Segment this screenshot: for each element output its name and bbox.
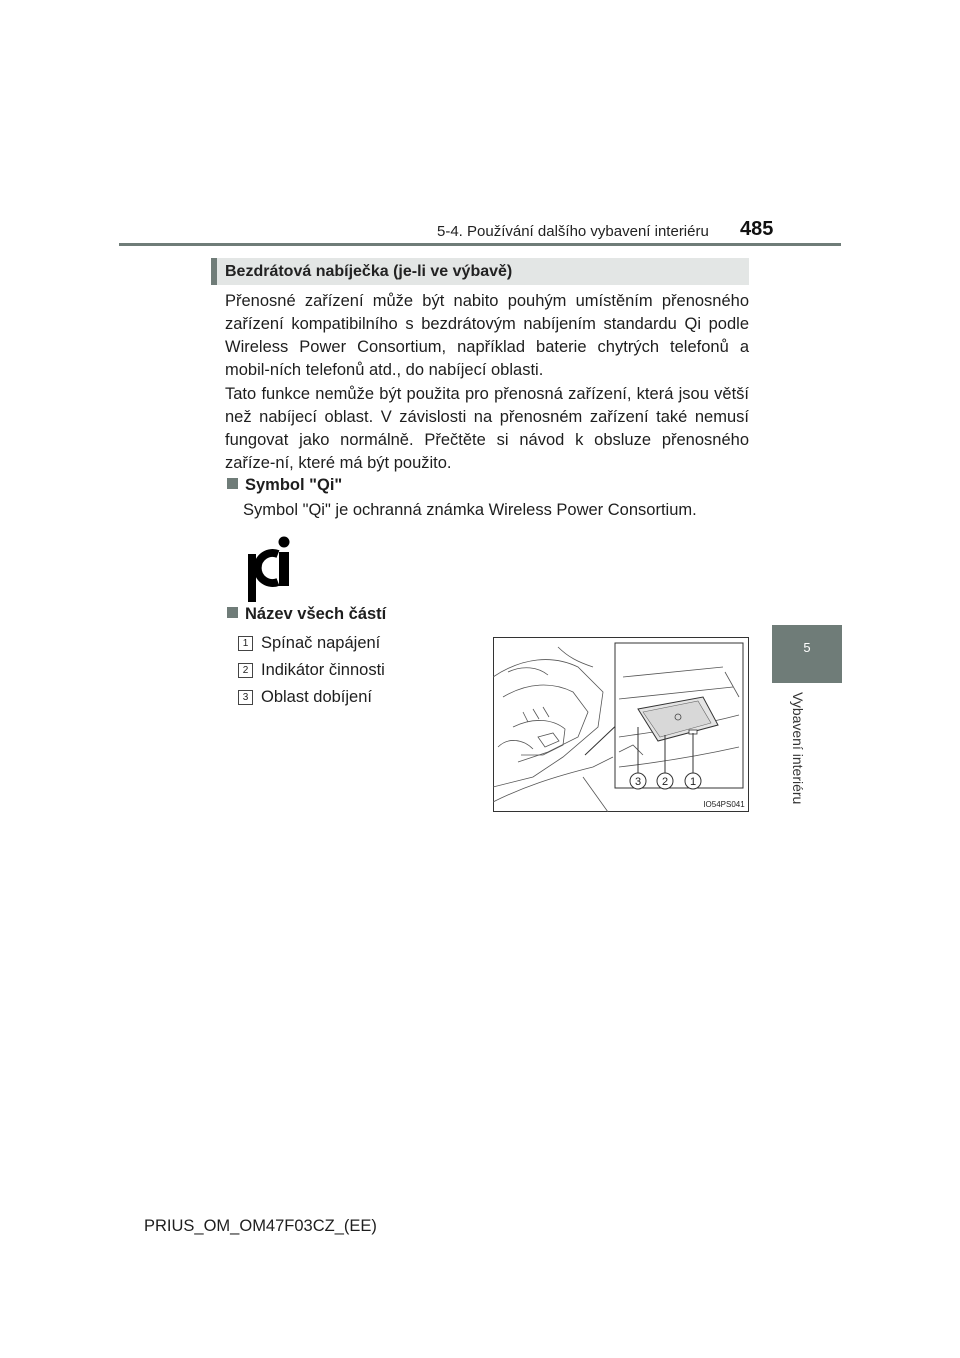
- section-title: Bezdrátová nabíječka (je-li ve výbavě): [225, 263, 513, 280]
- list-item: [238, 688, 372, 707]
- callout-label: 3: [634, 776, 642, 788]
- heading-square-icon: [227, 607, 238, 618]
- chapter-number: 5: [803, 640, 811, 655]
- model-code: PRIUS_OM_OM47F03CZ_(EE): [144, 1217, 377, 1235]
- section-title-marker: [211, 258, 217, 285]
- heading-square-icon: [227, 478, 238, 489]
- intro-paragraph: Přenosné zařízení může být nabito pouhým umístěním přenosného zařízení kompatibilního s bezdrátovým nabíjením standardu Qi podle Wireless Power Consortium, například baterie chytrých telefonů a mobil-ních telefonů atd., do nabíjecí oblasti.: [225, 292, 749, 379]
- qi-symbol-heading-text: Symbol "Qi": [245, 476, 343, 494]
- part-label: Indikátor činnosti: [261, 661, 385, 679]
- part-label: Oblast dobíjení: [261, 688, 372, 706]
- parts-heading-text: Název všech částí: [245, 605, 387, 623]
- wireless-charger-illustration: [493, 637, 749, 812]
- qi-symbol-heading: [227, 476, 342, 495]
- header-section-title: 5-4. Používání dalšího vybavení interiéru: [437, 223, 709, 240]
- part-label: Spínač napájení: [261, 634, 381, 652]
- callout-label: 2: [661, 776, 669, 788]
- parts-heading: [227, 605, 386, 624]
- header-rule: [119, 243, 841, 246]
- part-number-badge: 1: [238, 636, 253, 651]
- page-number: 485: [740, 218, 774, 240]
- chapter-title: Vybavení interiéru: [790, 692, 806, 805]
- list-item: [238, 661, 385, 680]
- list-item: [238, 634, 380, 653]
- figure-code: IO54PS041: [703, 800, 745, 809]
- qi-logo-icon: [246, 536, 294, 602]
- qi-symbol-description: Symbol "Qi" je ochranná známka Wireless Power Consortium.: [243, 501, 697, 519]
- callout-label: 1: [689, 776, 697, 788]
- part-number-badge: 3: [238, 690, 253, 705]
- part-number-badge: 2: [238, 663, 253, 678]
- limitations-paragraph: Tato funkce nemůže být použita pro přenosná zařízení, která jsou větší než nabíjecí oblast. V závislosti na přenosném zařízení také nemusí fungovat jako normálně. Přečtěte si návod k obsluze přenosného zaříze-ní, které má být použito.: [225, 385, 749, 472]
